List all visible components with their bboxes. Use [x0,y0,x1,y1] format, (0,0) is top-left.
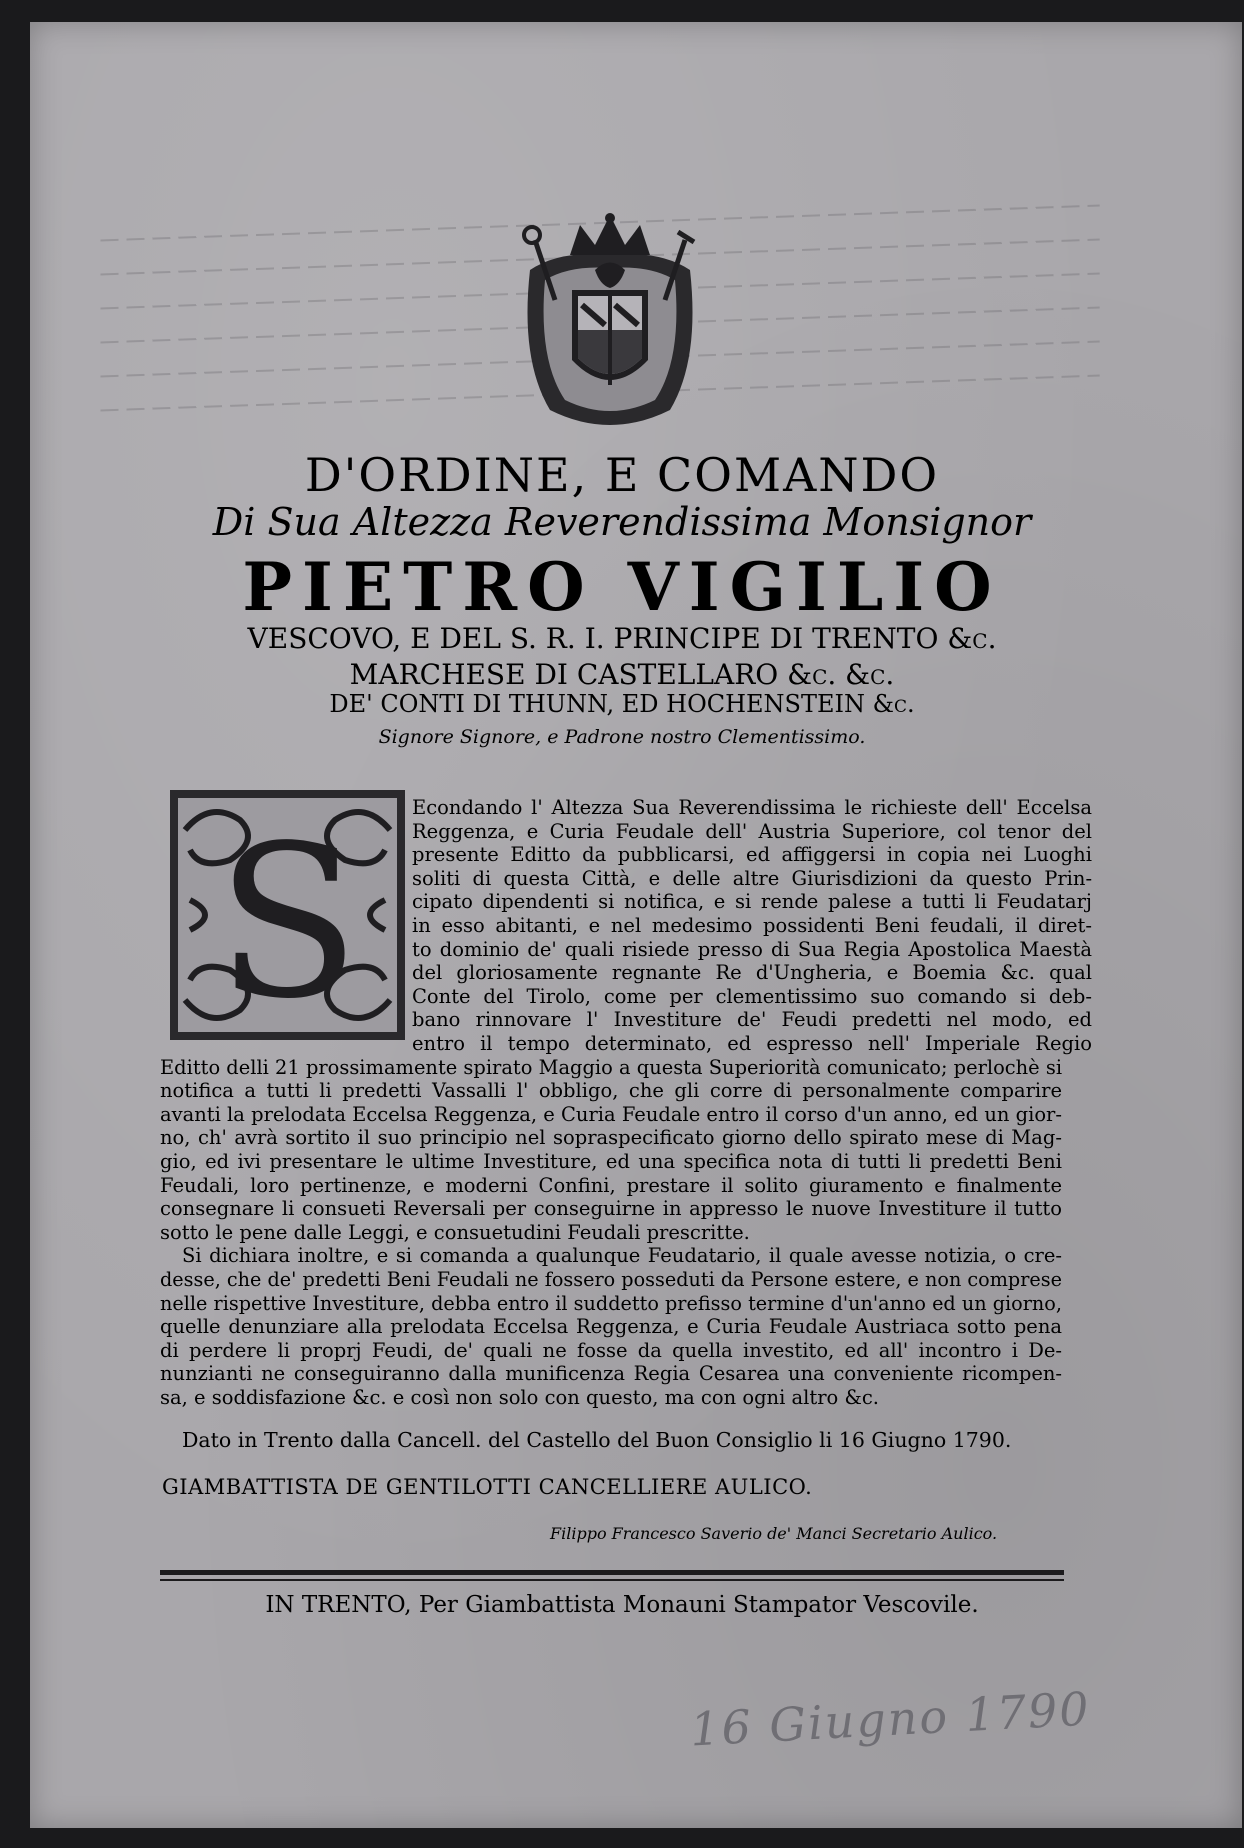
decorated-initial [170,790,405,1040]
body-line: entro il tempo determinato, ed espresso nell' Imperiale Regio [412,1032,1092,1055]
initial-letter: S [216,800,360,1040]
body-line: Si dichiara inoltre, e si comanda a qualunque Feudatario, il quale avesse notizia, o cre- [182,1244,1062,1268]
body-line: Feudali, loro pertinenze, e moderni Confini, prestare il solito giuramento e finalmente [160,1173,1062,1197]
body-line: del gloriosamente regnante Re d'Ungheria, e Boemia &c. qual [412,961,1093,985]
heading-marquis: MARCHESE DI CASTELLARO &c. &c. [349,658,895,691]
heading-name: PIETRO VIGILIO [242,548,1002,626]
body-line: no, ch' avrà sortito il suo principio nel sopraspecificato giorno dello spirato mese di Mag- [160,1126,1062,1150]
body-line: notifica a tutti li predetti Vassalli l' obbligo, che gli corre di personalmente comparire [160,1079,1062,1103]
heading-counts: DE' CONTI DI THUNN, ED HOCHENSTEIN &c. [329,690,915,718]
body-line: Reggenza, e Curia Feudale dell' Austria Superiore, col tenor del [412,819,1092,843]
body-line: nelle rispettive Investiture, debba entro il suddetto prefisso termine d'un'anno ed un giorno, [160,1291,1062,1315]
body-line: in esso abitanti, e nel medesimo possidenti Beni feudali, il diret- [412,914,1092,937]
body-line: consegnare li consueti Reversali per conseguirne in appresso le nuove Investiture il tutto [160,1197,1062,1221]
body-line: gio, ed ivi presentare le ultime Investiture, ed una specifica nota di tutti li predetti Beni [160,1150,1062,1173]
body-line: Editto delli 21 prossimamente spirato Maggio a questa Superiorità comunicato; perlochè si [160,1055,1063,1079]
body-line: bano rinnovare l' Investiture de' Feudi predetti nel modo, ed [412,1008,1092,1032]
body-line: quelle denunziare alla prelodata Eccelsa Reggenza, e Curia Feudale Austriaca sotto pena [160,1315,1063,1339]
body-line: soliti di questa Città, e delle altre Giurisdizioni da questo Prin- [412,866,1093,890]
chancellor-signature: GIAMBATTISTA DE GENTILOTTI CANCELLIERE AULICO. [162,1475,813,1499]
body-line: cipato dipendenti si notifica, e si rende palese a tutti li Feudatarj [412,890,1092,914]
body-line: nunzianti ne conseguiranno dalla munificenza Regia Cesarea una conveniente ricompen- [160,1362,1063,1386]
body-line: avanti la prelodata Eccelsa Reggenza, e Curia Feudale entro il corso d'un anno, ed un gior- [160,1102,1062,1126]
divider-thin [160,1579,1064,1581]
coat-of-arms-icon [510,210,710,440]
body-line: Conte del Tirolo, come per clementissimo suo comando si deb- [412,984,1092,1008]
body-line: desse, che de' predetti Beni Feudali ne fossero posseduti da Persone estere, e non comprese [160,1268,1062,1291]
heading-order: D'ORDINE, E COMANDO [304,448,940,502]
secretary-signature: Filippo Francesco Saverio de' Manci Secretario Aulico. [550,1524,998,1543]
body-line: di perdere li proprj Feudi, de' quali ne fosse da quella investito, ed all' incontro i De- [160,1338,1062,1362]
body-line: sotto le pene dalle Leggi, e consuetudini Feudali prescritte. [160,1220,750,1244]
printer-imprint: IN TRENTO, Per Giambattista Monauni Stampator Vescovile. [265,1592,979,1618]
heading-title: Di Sua Altezza Reverendissima Monsignor [212,500,1032,544]
body-line: presente Editto da pubblicarsi, ed affiggersi in copia nei Luoghi [412,843,1092,867]
date-line: Dato in Trento dalla Cancell. del Castello del Buon Consiglio li 16 Giugno 1790. [182,1428,1012,1452]
body-line: to dominio de' quali risiede presso di Sua Regia Apostolica Maestà [412,937,1092,961]
body-line: Econdando l' Altezza Sua Reverendissima le richieste dell' Eccelsa [412,796,1093,819]
heading-bishop: VESCOVO, E DEL S. R. I. PRINCIPE DI TRENTO &c. [247,622,997,655]
heading-signore: Signore Signore, e Padrone nostro Clementissimo. [378,726,866,748]
divider-thick [160,1570,1064,1575]
body-line: sa, e soddisfazione &c. e così non solo con questo, ma con ogni altro &c. [160,1386,879,1409]
handwritten-date-note: 16 Giugno 1790 [688,1681,1092,1757]
